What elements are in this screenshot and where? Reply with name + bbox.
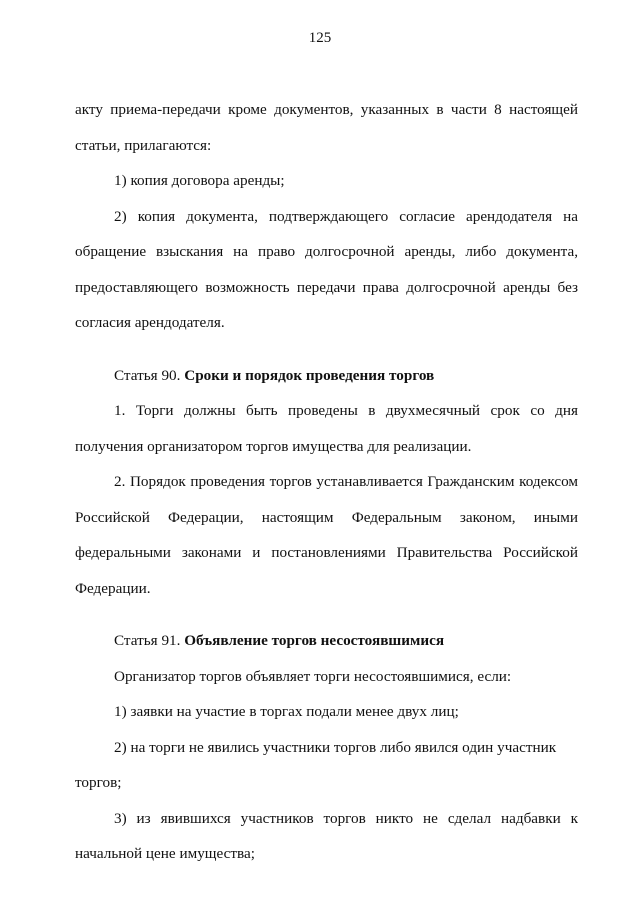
article-91-intro: Организатор торгов объявляет торги несостоявшимися, если: [114, 667, 512, 685]
paragraph-continuation: акту приема-передачи кроме документов, указанных в части 8 настоящей статьи, прилагаются: [75, 101, 578, 154]
page-number: 125 [308, 30, 332, 46]
article-90-prefix: Статья 90. [114, 366, 181, 384]
article-90-title: Сроки и порядок проведения торгов [184, 366, 435, 384]
article-91-prefix: Статья 91. [114, 632, 181, 649]
article-90-paragraph-2: 2. Порядок проведения торгов устанавливается Гражданским кодексом Российской Федерации, настоящим Федеральным законом, иными федеральными законами и постановлениями Правительства Российской Федерации. [75, 473, 578, 597]
spacer [75, 341, 578, 358]
document-body [75, 92, 578, 872]
list-item-consent-document: 2) копия документа, подтверждающего согласие арендодателя на обращение взыскания на право долгосрочной аренды, либо документа, предоставляющего возможность передачи права долгосрочной аренды без согласия арендодателя. [75, 207, 578, 331]
article-91-item-2: 2) на торги не явились участники торгов либо явился один участник торгов; [75, 738, 557, 791]
article-91-title: Объявление торгов несостоявшимися [184, 632, 445, 649]
article-91-item-1: 1) заявки на участие в торгах подали менее двух лиц; [114, 703, 459, 720]
article-91-item-3: 3) из явившихся участников торгов никто не сделал надбавки к начальной цене имущества; [75, 809, 578, 862]
article-90-heading [75, 358, 578, 394]
spacer [75, 606, 578, 623]
article-91-heading [75, 623, 578, 659]
list-item-lease-copy: 1) копия договора аренды; [114, 172, 285, 189]
article-90-paragraph-1: 1. Торги должны быть проведены в двухмесячный срок со дня получения организатором торгов имущества для реализации. [75, 402, 578, 455]
